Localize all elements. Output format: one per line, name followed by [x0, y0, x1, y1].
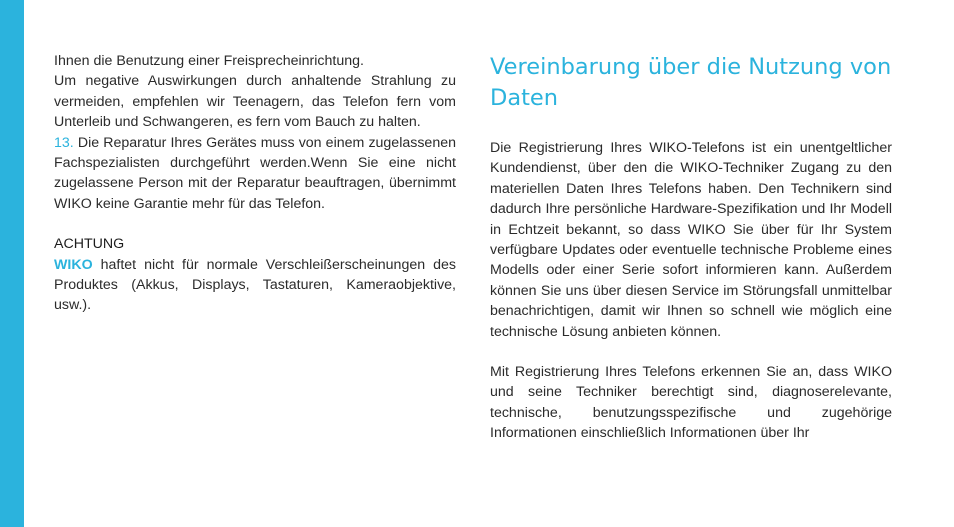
item-13-number: 13. [54, 134, 74, 151]
section-title: Vereinbarung über die Nutzung von Daten [490, 54, 892, 111]
achtung-text: haftet nicht für normale Verschleißerscheinungen des Produktes (Akkus, Displays, Tastaturen, Kameraobjektive, usw.). [54, 256, 456, 314]
right-column [490, 52, 892, 444]
left-column [54, 51, 456, 316]
achtung-heading: ACHTUNG [54, 236, 125, 253]
registration-paragraph: Die Registrierung Ihres WIKO-Telefons ist ein unentgeltlicher Kundendienst, über den die WIKO-Techniker Zugang zu den materiellen Daten Ihres Telefons haben. Den Technikern sind dadurch Ihre persönliche Hardware-Spezifikation und Ihr Modell in Echtzeit bekannt, so dass WIKO Sie über für Ihr System verfügbare Updates oder eventuelle technische Probleme eines Modells oder einer Serie sofort informieren kann. Außerdem können Sie uns über diesen Service im Störungsfall unmittelbar benachrichtigen, damit wir Ihnen so schnell wie möglich eine technische Lösung anbieten können. [490, 140, 892, 340]
achtung-paragraph [54, 255, 456, 316]
left-accent-bar [0, 0, 24, 527]
wiko-label: WIKO [54, 256, 93, 273]
intro-line: Ihnen die Benutzung einer Freisprecheinrichtung. [54, 53, 364, 69]
radiation-paragraph: Um negative Auswirkungen durch anhaltende Strahlung zu vermeiden, empfehlen wir Teenagern, das Telefon fern vom Unterleib und Schwangeren, es fern vom Bauch zu halten. [54, 73, 456, 131]
item-13-paragraph [54, 133, 456, 215]
item-13-text: Die Reparatur Ihres Gerätes muss von einem zugelassenen Fachspezialisten durchgeführt werden.Wenn Sie eine nicht zugelassene Person mit der Reparatur beauftragen, übernimmt WIKO keine Garantie mehr für das Telefon. [54, 134, 456, 212]
consent-paragraph: Mit Registrierung Ihres Telefons erkennen Sie an, dass WIKO und seine Techniker berechtigt sind, diagnoserelevante, technische, benutzungsspezifische und zugehörige Informationen einschließlich Informationen über Ihr [490, 364, 892, 442]
